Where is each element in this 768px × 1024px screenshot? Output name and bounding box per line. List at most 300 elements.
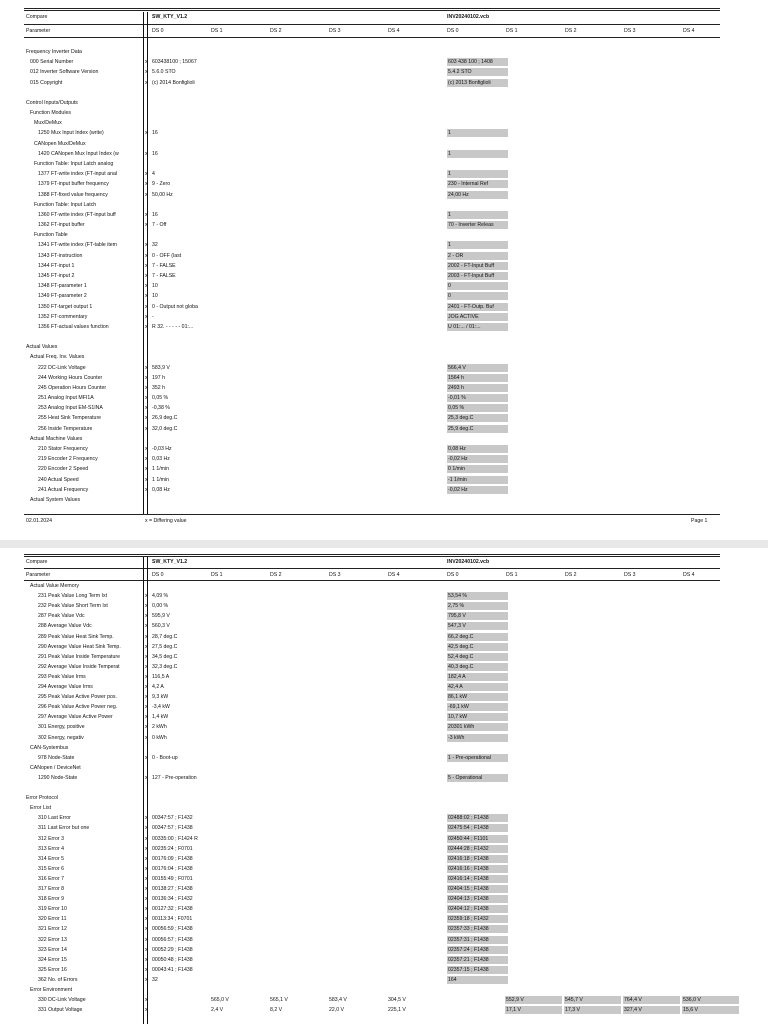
value-file-a: 352 h bbox=[152, 384, 165, 391]
ds-b2-label: DS 2 bbox=[565, 28, 577, 34]
ds-a3-label: DS 3 bbox=[329, 28, 341, 34]
value-file-a: 16 bbox=[152, 211, 158, 218]
value-file-b: 86,1 kW bbox=[447, 693, 508, 701]
parameter-name: 319 Error 10 bbox=[38, 906, 67, 913]
value-file-a: 0,03 Hz bbox=[152, 456, 170, 463]
parameter-name: CANopen / DeviceNet bbox=[30, 764, 81, 771]
value-file-b: 2003 - FT-Input Buff bbox=[447, 272, 508, 280]
value-file-b: 02416:16 ; F1438 bbox=[447, 865, 508, 873]
differs-marker: x bbox=[145, 966, 148, 973]
ds-b2-label: DS 2 bbox=[565, 572, 577, 578]
parameter-name: Actual Values bbox=[26, 344, 58, 351]
ds-b3-label: DS 3 bbox=[624, 28, 636, 34]
table-row bbox=[0, 261, 768, 271]
table-row bbox=[0, 914, 768, 924]
value-file-a-ds2: 8,2 V bbox=[270, 1007, 283, 1014]
value-file-a: 9 - Zero bbox=[152, 181, 171, 188]
parameter-name: 240 Actual Speed bbox=[38, 476, 79, 483]
value-file-b: 02475:54 ; F1438 bbox=[447, 824, 508, 832]
file-b-name: INV20240102.vcb bbox=[447, 14, 490, 20]
parameter-name: 253 Analog Input EM-S1INA bbox=[38, 405, 103, 412]
table-row bbox=[0, 302, 768, 312]
value-file-b: 02444:28 ; F1432 bbox=[447, 845, 508, 853]
table-row bbox=[0, 57, 768, 67]
value-file-a: 4,09 % bbox=[152, 593, 169, 600]
differs-marker: x bbox=[145, 293, 148, 300]
value-file-a: 560,3 V bbox=[152, 623, 170, 630]
table-row bbox=[0, 632, 768, 642]
parameter-name: 1360 FT-write index (FT-input buff bbox=[38, 211, 116, 218]
differs-marker: x bbox=[145, 593, 148, 600]
value-file-b-ds2: 327,4 V bbox=[623, 1006, 680, 1014]
table-row bbox=[0, 200, 768, 210]
parameter-name: 1352 FT-commentary bbox=[38, 313, 88, 320]
value-file-a: 00176:04 ; F1438 bbox=[152, 865, 193, 872]
ds-b0-label: DS 0 bbox=[447, 28, 459, 34]
table-row bbox=[0, 581, 768, 591]
table-row bbox=[0, 495, 768, 505]
differs-marker: x bbox=[145, 171, 148, 178]
value-file-a: 28,7 deg.C bbox=[152, 633, 178, 640]
ds-b1-label: DS 1 bbox=[506, 28, 518, 34]
differs-marker: x bbox=[145, 405, 148, 412]
table-row bbox=[0, 864, 768, 874]
parameter-name: Error Protocol bbox=[26, 795, 58, 802]
parameter-name: 324 Error 15 bbox=[38, 956, 67, 963]
table-row bbox=[0, 210, 768, 220]
value-file-a: 2 kWh bbox=[152, 724, 167, 731]
parameter-name: Function Modules bbox=[30, 110, 71, 117]
table-row bbox=[0, 444, 768, 454]
parameter-name: 287 Peak Value Vdc bbox=[38, 613, 85, 620]
table-row bbox=[0, 149, 768, 159]
value-file-b: -1 1/min bbox=[447, 476, 508, 484]
value-file-b: 547,3 V bbox=[447, 622, 508, 630]
parameter-name: Frequency Inverter Data bbox=[26, 49, 82, 55]
parameter-name: 1349 FT-parameter 2 bbox=[38, 293, 87, 300]
differs-marker: x bbox=[145, 313, 148, 320]
parameter-label: Parameter bbox=[26, 572, 51, 578]
differs-marker: x bbox=[145, 875, 148, 882]
table-row bbox=[0, 965, 768, 975]
value-file-b: 566,4 V bbox=[447, 364, 508, 372]
table-row bbox=[0, 67, 768, 77]
parameter-name: 219 Encoder 2 Frequency bbox=[38, 456, 98, 463]
table-row bbox=[0, 434, 768, 444]
table-row bbox=[0, 47, 768, 57]
table-row bbox=[0, 332, 768, 342]
parameter-name: 330 DC-Link Voltage bbox=[38, 997, 86, 1004]
file-a-name: SW_KTY_V1.2 bbox=[152, 14, 188, 20]
value-file-a: 00176:09 ; F1438 bbox=[152, 855, 193, 862]
value-file-a: (c) 2014 Bonfiglioli bbox=[152, 79, 195, 86]
value-file-a: 583,9 V bbox=[152, 364, 170, 371]
parameter-name: 210 Stator Frequency bbox=[38, 446, 88, 453]
table-row bbox=[0, 230, 768, 240]
table-row bbox=[0, 904, 768, 914]
value-file-a: 0,05 % bbox=[152, 395, 169, 402]
value-file-b: (c) 2013 Bonfiglioli bbox=[447, 79, 508, 87]
header-rule bbox=[24, 568, 720, 569]
value-file-a: 32 bbox=[152, 242, 158, 249]
table-row bbox=[0, 935, 768, 945]
parameter-name: 1362 FT-input buffer bbox=[38, 222, 85, 229]
table-row bbox=[0, 621, 768, 631]
value-file-a: 00136:34 ; F1432 bbox=[152, 896, 193, 903]
parameter-name: 1356 FT-actual values function bbox=[38, 323, 109, 330]
parameter-name: Mux/DeMux bbox=[34, 120, 62, 127]
value-file-b: 20301 kWh bbox=[447, 723, 508, 731]
ds-a4-label: DS 4 bbox=[388, 572, 400, 578]
table-row bbox=[0, 884, 768, 894]
value-file-a: 16 bbox=[152, 130, 158, 137]
parameter-name: 1250 Mux Input Index (write) bbox=[38, 130, 104, 137]
value-file-b: 02359:18 ; F1432 bbox=[447, 915, 508, 923]
parameter-name: CAN-Systembus bbox=[30, 744, 69, 751]
parameter-name: 1379 FT-input buffer frequency bbox=[38, 181, 109, 188]
table-row bbox=[0, 813, 768, 823]
differs-marker: x bbox=[145, 466, 148, 473]
value-file-a: 5.6.0 STO bbox=[152, 69, 176, 76]
parameter-name: 289 Peak Value Heat Sink Temp. bbox=[38, 633, 114, 640]
ds-a0-label: DS 0 bbox=[152, 572, 164, 578]
parameter-name: 245 Operation Hours Counter bbox=[38, 384, 107, 391]
value-file-b: 25,3 deg.C bbox=[447, 414, 508, 422]
value-file-a: 00113:34 ; F0701 bbox=[152, 916, 193, 923]
parameter-name: 362 No. of Errors bbox=[38, 976, 78, 983]
header-bottom-rule bbox=[24, 37, 720, 38]
value-file-b: JOG ACTIVE bbox=[447, 313, 508, 321]
parameter-name: 1345 FT-input 2 bbox=[38, 272, 75, 279]
differs-marker: x bbox=[145, 673, 148, 680]
parameter-name: 302 Energy, negativ bbox=[38, 734, 84, 741]
differs-marker: x bbox=[145, 896, 148, 903]
value-file-b-ds2: 764,4 V bbox=[623, 996, 680, 1004]
value-file-a: 1 1/min bbox=[152, 466, 170, 473]
parameter-name: 1290 Node-State bbox=[38, 774, 78, 781]
value-file-b-ds0: 552,9 V bbox=[505, 996, 562, 1004]
value-file-a: 27,5 deg.C bbox=[152, 643, 178, 650]
table-row bbox=[0, 793, 768, 803]
value-file-b: 1 bbox=[447, 211, 508, 219]
differs-marker: x bbox=[145, 272, 148, 279]
parameter-name: 288 Average Value Vdc bbox=[38, 623, 92, 630]
value-file-b: 53,54 % bbox=[447, 592, 508, 600]
table-row bbox=[0, 854, 768, 864]
value-file-b-ds0: 17,1 V bbox=[505, 1006, 562, 1014]
parameter-name: Actual Machine Values bbox=[30, 435, 83, 442]
parameter-name: 313 Error 4 bbox=[38, 845, 64, 852]
value-file-b: 0,05 % bbox=[447, 404, 508, 412]
parameter-header-row bbox=[0, 26, 768, 36]
table-row bbox=[0, 763, 768, 773]
table-row bbox=[0, 712, 768, 722]
value-file-b: U 01:... / 01:... bbox=[447, 323, 508, 331]
differs-marker: x bbox=[145, 997, 148, 1004]
parameter-name: 1341 FT-write index (FT-table item bbox=[38, 242, 117, 249]
table-row bbox=[0, 601, 768, 611]
differs-marker: x bbox=[145, 613, 148, 620]
value-file-a: 0 - Output not globa bbox=[152, 303, 198, 310]
footer-rule bbox=[24, 514, 720, 515]
value-file-a: 00347:57 ; F1438 bbox=[152, 825, 193, 832]
value-file-a-ds1: 565,0 V bbox=[211, 997, 229, 1004]
value-file-a: 4,2 A bbox=[152, 684, 164, 690]
value-file-a: 00335:00 ; F1424 R bbox=[152, 835, 198, 842]
table-row bbox=[0, 342, 768, 352]
value-file-a: 10 bbox=[152, 293, 158, 300]
value-file-b: -69,1 kW bbox=[447, 703, 508, 711]
value-file-a: 00138:27 ; F1438 bbox=[152, 886, 193, 892]
value-file-a: 00052:29 ; F1438 bbox=[152, 946, 193, 953]
table-row bbox=[0, 894, 768, 904]
table-row bbox=[0, 692, 768, 702]
value-file-b: 1 bbox=[447, 129, 508, 137]
table-row bbox=[0, 662, 768, 672]
differs-marker: x bbox=[145, 663, 148, 670]
table-row bbox=[0, 220, 768, 230]
differs-marker: x bbox=[145, 734, 148, 741]
value-file-b: 0 bbox=[447, 282, 508, 290]
value-file-a: -0,03 Hz bbox=[152, 446, 172, 453]
table-row bbox=[0, 1005, 768, 1015]
value-file-b-ds1: 545,7 V bbox=[564, 996, 621, 1004]
value-file-b: -0,01 % bbox=[447, 394, 508, 402]
value-file-a: 1 1/min bbox=[152, 476, 170, 483]
table-row bbox=[0, 413, 768, 423]
differs-marker: x bbox=[145, 130, 148, 137]
ds-b0-label: DS 0 bbox=[447, 572, 459, 578]
parameter-name: 220 Encoder 2 Speed bbox=[38, 466, 89, 473]
value-file-a: 00235:24 ; F0701 bbox=[152, 845, 193, 852]
value-file-a-ds1: 2,4 V bbox=[211, 1007, 224, 1014]
parameter-name: Control Inputs/Outputs bbox=[26, 99, 78, 106]
differs-marker: x bbox=[145, 976, 148, 983]
parameter-name: 1388 FT-fixed value frequency bbox=[38, 191, 108, 198]
differs-marker: x bbox=[145, 79, 148, 86]
ds-a2-label: DS 2 bbox=[270, 572, 282, 578]
parameter-name: 323 Error 14 bbox=[38, 946, 67, 953]
value-file-a: 32,0 deg.C bbox=[152, 425, 178, 432]
table-row bbox=[0, 291, 768, 301]
table-row bbox=[0, 475, 768, 485]
parameter-name: 231 Peak Value Long Term Ixt bbox=[38, 593, 108, 600]
value-file-b: 2002 - FT-Input Buff bbox=[447, 262, 508, 270]
differs-marker: x bbox=[145, 835, 148, 842]
table-row bbox=[0, 78, 768, 88]
value-file-b-ds3: 536,0 V bbox=[682, 996, 739, 1004]
file-a-name: SW_KTY_V1.2 bbox=[152, 559, 188, 565]
value-file-b: 66,2 deg.C bbox=[447, 633, 508, 641]
value-file-a: 1,4 kW bbox=[152, 714, 169, 721]
value-file-b: 0 bbox=[447, 292, 508, 300]
value-file-b: 603 438 100 ; 1408 bbox=[447, 58, 508, 66]
differs-marker: x bbox=[145, 684, 148, 690]
table-row bbox=[0, 672, 768, 682]
parameter-name: 015 Copyright bbox=[30, 79, 63, 86]
parameter-name: 293 Peak Value Irms bbox=[38, 673, 86, 680]
parameter-name: 294 Average Value Irms bbox=[38, 684, 93, 690]
value-file-a: - bbox=[152, 313, 154, 320]
value-file-b: 164 bbox=[447, 976, 508, 984]
differs-marker: x bbox=[145, 211, 148, 218]
differs-marker: x bbox=[145, 1007, 148, 1014]
value-file-b-ds3: 15,6 V bbox=[682, 1006, 739, 1014]
value-file-b: 1 bbox=[447, 241, 508, 249]
value-file-b: 2,75 % bbox=[447, 602, 508, 610]
compare-label: Compare bbox=[26, 14, 48, 20]
parameter-name: 1377 FT-write index (FT-input anal bbox=[38, 171, 117, 178]
value-file-a: 127 - Pre-operation bbox=[152, 774, 197, 781]
differs-marker: x bbox=[145, 59, 148, 66]
value-file-b: 42,4 A bbox=[447, 683, 508, 691]
value-file-b: 5.4.2 STO bbox=[447, 68, 508, 76]
ds-a2-label: DS 2 bbox=[270, 28, 282, 34]
value-file-a: -0,38 % bbox=[152, 405, 170, 412]
table-row bbox=[0, 823, 768, 833]
parameter-name: 322 Error 13 bbox=[38, 936, 67, 943]
value-file-b: 02450:44 ; F1101 bbox=[447, 835, 508, 843]
value-file-a: 50,00 Hz bbox=[152, 191, 173, 198]
parameter-name: 232 Peak Value Short Term Ixt bbox=[38, 603, 108, 610]
differs-marker: x bbox=[145, 486, 148, 493]
compare-label: Compare bbox=[26, 559, 48, 565]
value-file-b: 42,5 deg.C bbox=[447, 643, 508, 651]
value-file-a: 34,5 deg.C bbox=[152, 653, 178, 660]
table-row bbox=[0, 955, 768, 965]
parameter-name: 296 Peak Value Active Power neg. bbox=[38, 704, 118, 711]
parameter-name: 241 Actual Frequency bbox=[38, 486, 89, 493]
parameter-name: 295 Peak Value Active Power pos. bbox=[38, 694, 117, 701]
value-file-b: 52,4 deg.C bbox=[447, 653, 508, 661]
value-file-b: -3 kWh bbox=[447, 734, 508, 742]
value-file-b: -0,02 Hz bbox=[447, 455, 508, 463]
differs-marker: x bbox=[145, 855, 148, 862]
parameter-name: 222 DC-Link Voltage bbox=[38, 364, 86, 371]
table-row bbox=[0, 190, 768, 200]
value-file-b: 0,08 Hz bbox=[447, 445, 508, 453]
value-file-b: 182,4 A bbox=[447, 673, 508, 681]
value-file-b: 1 bbox=[447, 150, 508, 158]
value-file-a-ds3: 22,0 V bbox=[329, 1007, 344, 1014]
differs-marker: x bbox=[145, 886, 148, 892]
table-row bbox=[0, 464, 768, 474]
table-row bbox=[0, 924, 768, 934]
table-row bbox=[0, 271, 768, 281]
top-rule bbox=[24, 8, 720, 9]
parameter-name: 297 Average Value Active Power bbox=[38, 714, 113, 721]
table-row bbox=[0, 281, 768, 291]
parameter-name: Actual Value Memory bbox=[30, 583, 79, 589]
parameter-name: Error List bbox=[30, 805, 52, 812]
ds-a0-label: DS 0 bbox=[152, 28, 164, 34]
differs-marker: x bbox=[145, 946, 148, 953]
value-file-b: 1 bbox=[447, 170, 508, 178]
parameter-name: 291 Peak Value Inside Temperature bbox=[38, 653, 120, 660]
parameter-name: Actual System Values bbox=[30, 496, 81, 503]
report-page-2 bbox=[0, 548, 768, 1024]
parameter-name: 315 Error 6 bbox=[38, 865, 64, 872]
differs-marker: x bbox=[145, 446, 148, 453]
value-file-b: 02404:12 ; F1438 bbox=[447, 905, 508, 913]
value-file-b: 1 - Pre-operational bbox=[447, 754, 508, 762]
table-row bbox=[0, 159, 768, 169]
parameter-name: Function Table: Input Latch analog bbox=[34, 160, 114, 167]
differs-marker: x bbox=[145, 754, 148, 761]
value-file-a: 7 - Off bbox=[152, 222, 167, 229]
value-file-b: 25,9 deg.C bbox=[447, 425, 508, 433]
table-row bbox=[0, 454, 768, 464]
value-file-b: 795,8 V bbox=[447, 612, 508, 620]
value-file-b: 02357:21 ; F1438 bbox=[447, 956, 508, 964]
value-file-a: 0 kWh bbox=[152, 734, 167, 741]
parameter-name: 000 Serial Number bbox=[30, 59, 74, 66]
table-row bbox=[0, 373, 768, 383]
parameter-name: 318 Error 9 bbox=[38, 896, 64, 903]
differs-marker: x bbox=[145, 906, 148, 913]
parameter-name: 314 Error 5 bbox=[38, 855, 64, 862]
value-file-a: 0,08 Hz bbox=[152, 486, 170, 493]
value-file-a-ds4: 225,1 V bbox=[388, 1007, 406, 1014]
ds-a1-label: DS 1 bbox=[211, 572, 223, 578]
value-file-a-ds4: 304,5 V bbox=[388, 997, 406, 1004]
value-file-b: 02404:13 ; F1438 bbox=[447, 895, 508, 903]
header-rule bbox=[24, 24, 720, 25]
value-file-a-ds2: 565,1 V bbox=[270, 997, 288, 1004]
value-file-b: 02416:18 ; F1438 bbox=[447, 855, 508, 863]
table-row bbox=[0, 251, 768, 261]
table-row bbox=[0, 975, 768, 985]
differs-marker: x bbox=[145, 150, 148, 157]
value-file-b: 02357:24 ; F1438 bbox=[447, 946, 508, 954]
parameter-name: 317 Error 8 bbox=[38, 886, 64, 892]
table-row bbox=[0, 403, 768, 413]
ds-b1-label: DS 1 bbox=[506, 572, 518, 578]
parameter-name: 321 Error 12 bbox=[38, 926, 67, 933]
parameter-header-row bbox=[0, 570, 768, 580]
parameter-name: CANopen Mux/DeMux bbox=[34, 140, 86, 147]
table-row bbox=[0, 743, 768, 753]
table-row bbox=[0, 591, 768, 601]
value-file-a: 197 h bbox=[152, 374, 165, 381]
value-file-b: 02357:33 ; F1438 bbox=[447, 925, 508, 933]
table-row bbox=[0, 652, 768, 662]
value-file-a: -3,4 kW bbox=[152, 704, 170, 711]
differs-marker: x bbox=[145, 916, 148, 923]
differs-marker: x bbox=[145, 323, 148, 330]
parameter-name: 331 Output Voltage bbox=[38, 1007, 83, 1014]
value-file-b: 230 - Internal Ref bbox=[447, 180, 508, 188]
parameter-name: 310 Last Error bbox=[38, 815, 71, 822]
table-row bbox=[0, 424, 768, 434]
ds-b4-label: DS 4 bbox=[683, 572, 695, 578]
value-file-b: 02404:15 ; F1438 bbox=[447, 885, 508, 893]
parameter-name: Function Table bbox=[34, 232, 68, 239]
value-file-a: 00127:32 ; F1438 bbox=[152, 906, 193, 913]
parameter-name: 251 Analog Input MFI1A bbox=[38, 395, 94, 402]
parameter-name: 292 Average Value Inside Temperat bbox=[38, 663, 120, 670]
value-file-b-ds1: 17,3 V bbox=[564, 1006, 621, 1014]
differs-marker: x bbox=[145, 364, 148, 371]
value-file-a: 32 bbox=[152, 976, 158, 983]
compare-header-row bbox=[0, 12, 768, 22]
differs-marker: x bbox=[145, 252, 148, 259]
table-row bbox=[0, 363, 768, 373]
table-row bbox=[0, 834, 768, 844]
footer-page: Page 1 bbox=[691, 518, 708, 524]
table-row bbox=[0, 240, 768, 250]
value-file-b: -0,02 Hz bbox=[447, 486, 508, 494]
